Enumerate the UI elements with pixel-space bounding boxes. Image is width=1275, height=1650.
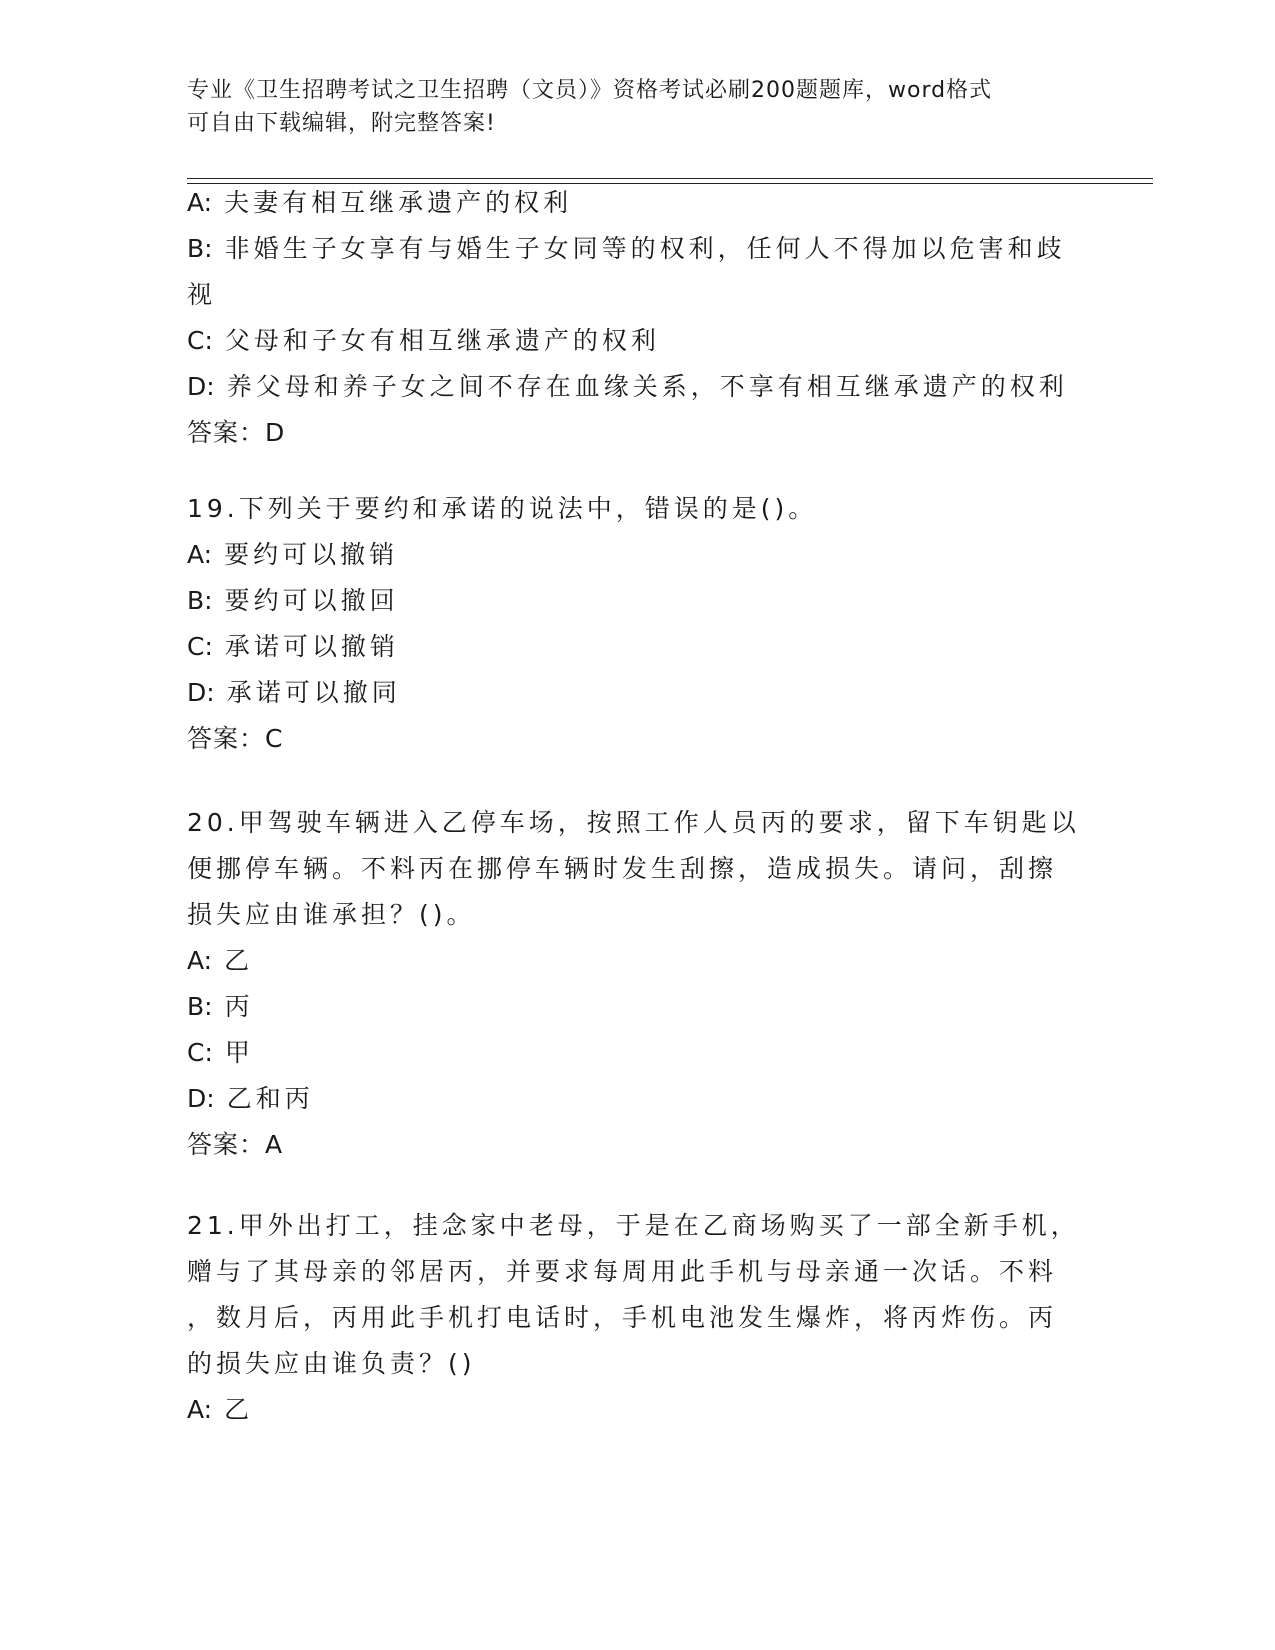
header-rule-top: [187, 178, 1153, 179]
question-19: [187, 486, 1087, 762]
question-18: [187, 180, 1087, 456]
question-stem-line-3: ，数月后，丙用此手机打电话时，手机电池发生爆炸，将丙炸伤。丙: [187, 1303, 1058, 1332]
option-d: D: 养父母和养子女之间不存在血缘关系，不享有相互继承遗产的权利: [187, 372, 1068, 401]
option-a: A: 乙: [187, 946, 254, 975]
question-stem-line-1: 21.甲外出打工，挂念家中老母，于是在乙商场购买了一部全新手机，: [187, 1211, 1080, 1240]
answer: 答案：C: [187, 724, 284, 753]
question-stem-line-1: 20.甲驾驶车辆进入乙停车场，按照工作人员丙的要求，留下车钥匙以: [187, 808, 1080, 837]
header-line-1: 专业《卫生招聘考试之卫生招聘（文员）》资格考试必刷200题题库，word格式: [187, 78, 993, 103]
question-stem-line-3: 损失应由谁承担？()。: [187, 900, 476, 929]
option-a: A: 乙: [187, 1395, 254, 1424]
document-header: [187, 74, 1087, 140]
option-a: A: 要约可以撤销: [187, 540, 399, 569]
option-b-continued: 视: [187, 280, 217, 309]
question-stem-line-4: 的损失应由谁负责？(): [187, 1349, 476, 1378]
option-d: D: 承诺可以撤同: [187, 678, 401, 707]
option-b: B: 丙: [187, 992, 254, 1021]
option-c: C: 甲: [187, 1038, 254, 1067]
answer: 答案：A: [187, 1130, 284, 1159]
option-c: C: 承诺可以撤销: [187, 632, 399, 661]
option-d: D: 乙和丙: [187, 1084, 314, 1113]
option-b: B: 要约可以撤回: [187, 586, 399, 615]
question-20: [187, 800, 1087, 1168]
option-c: C: 父母和子女有相互继承遗产的权利: [187, 326, 660, 355]
question-stem-line-2: 便挪停车辆。不料丙在挪停车辆时发生刮擦，造成损失。请问，刮擦: [187, 854, 1058, 883]
answer: 答案：D: [187, 418, 286, 447]
header-line-2: 可自由下载编辑，附完整答案!: [187, 111, 496, 136]
question-stem: 19.下列关于要约和承诺的说法中，错误的是()。: [187, 494, 818, 523]
question-stem-line-2: 赠与了其母亲的邻居丙，并要求每周用此手机与母亲通一次话。不料: [187, 1257, 1058, 1286]
option-a: A: 夫妻有相互继承遗产的权利: [187, 188, 573, 217]
question-21: [187, 1203, 1087, 1433]
option-b: B: 非婚生子女享有与婚生子女同等的权利，任何人不得加以危害和歧: [187, 234, 1066, 263]
